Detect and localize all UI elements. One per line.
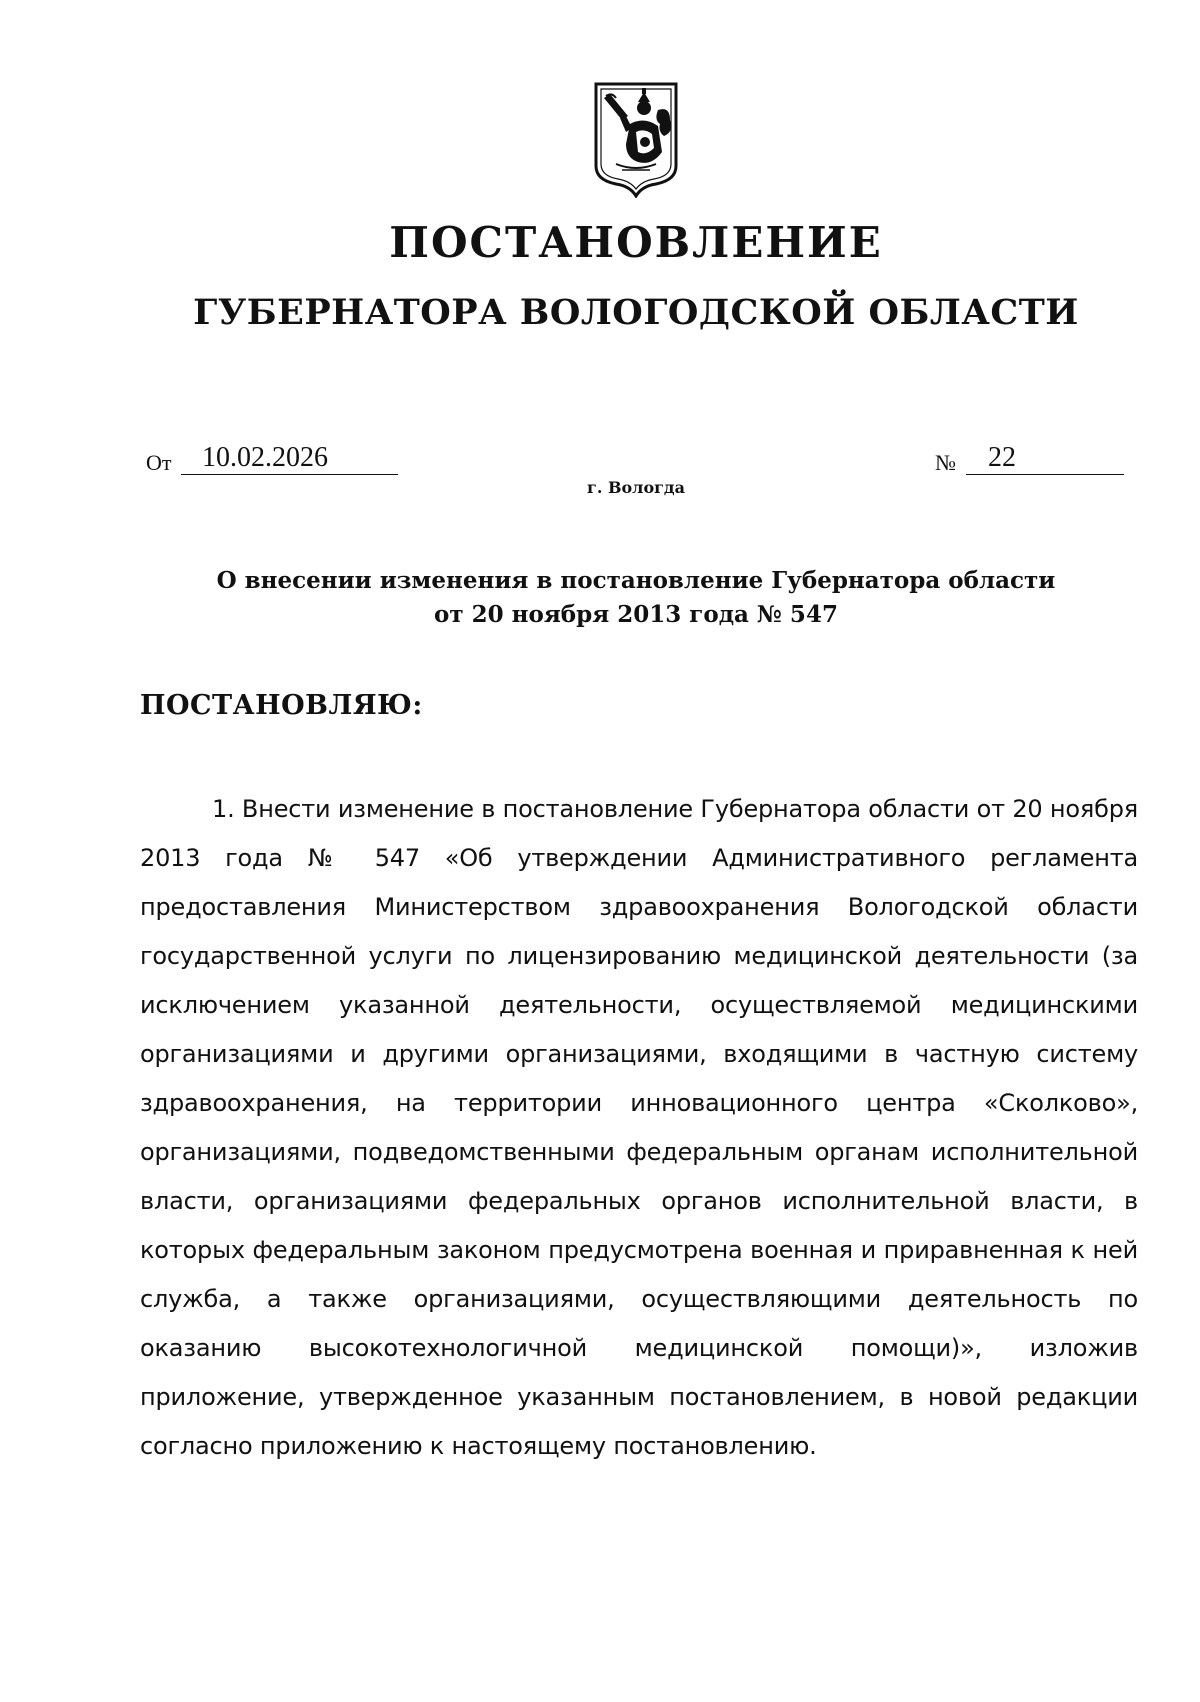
document-title: ПОСТАНОВЛЕНИЕ [389, 218, 883, 267]
date-label: От [146, 450, 172, 475]
paragraph-1: 1. Внести изменение в постановление Губернатора области от 20 ноября 2013 года № 547 «Об утверждении Административного регламента предоставления Министерством здравоохранения Вологодской области государственной услуги по лицензированию медицинской деятельности (за исключением указанной деятельности, осуществляемой медицинскими организациями и другими организациями, входящими в частную систему здравоохранения, на территории инновационного центра «Сколково», организациями, подведомственными федеральным органам исполнительной власти, организациями федеральных органов исполнительной власти, в которых федеральным законом предусмотрена военная и приравненная к ней служба, а также организациями, осуществляющими деятельность по оказанию высокотехнологичной медицинской помощи)», изложив приложение, утвержденное указанным постановлением, в новой редакции согласно приложению к настоящему постановлению. [140, 795, 1138, 1460]
coat-of-arms-icon [592, 80, 680, 198]
city-name: г. Вологда [587, 478, 685, 497]
decree-heading: ПОСТАНОВЛЯЮ: [140, 690, 423, 721]
document-subject [0, 564, 1200, 632]
date-value: 10.02.2026 [202, 442, 328, 473]
number-label: № [935, 450, 956, 475]
subject-line-1: О внесении изменения в постановление Губернатора области [216, 567, 1056, 594]
subject-line-2: от 20 ноября 2013 года № 547 [434, 601, 838, 628]
issuer-title: ГУБЕРНАТОРА ВОЛОГОДСКОЙ ОБЛАСТИ [193, 292, 1079, 333]
number-value: 22 [988, 442, 1016, 473]
